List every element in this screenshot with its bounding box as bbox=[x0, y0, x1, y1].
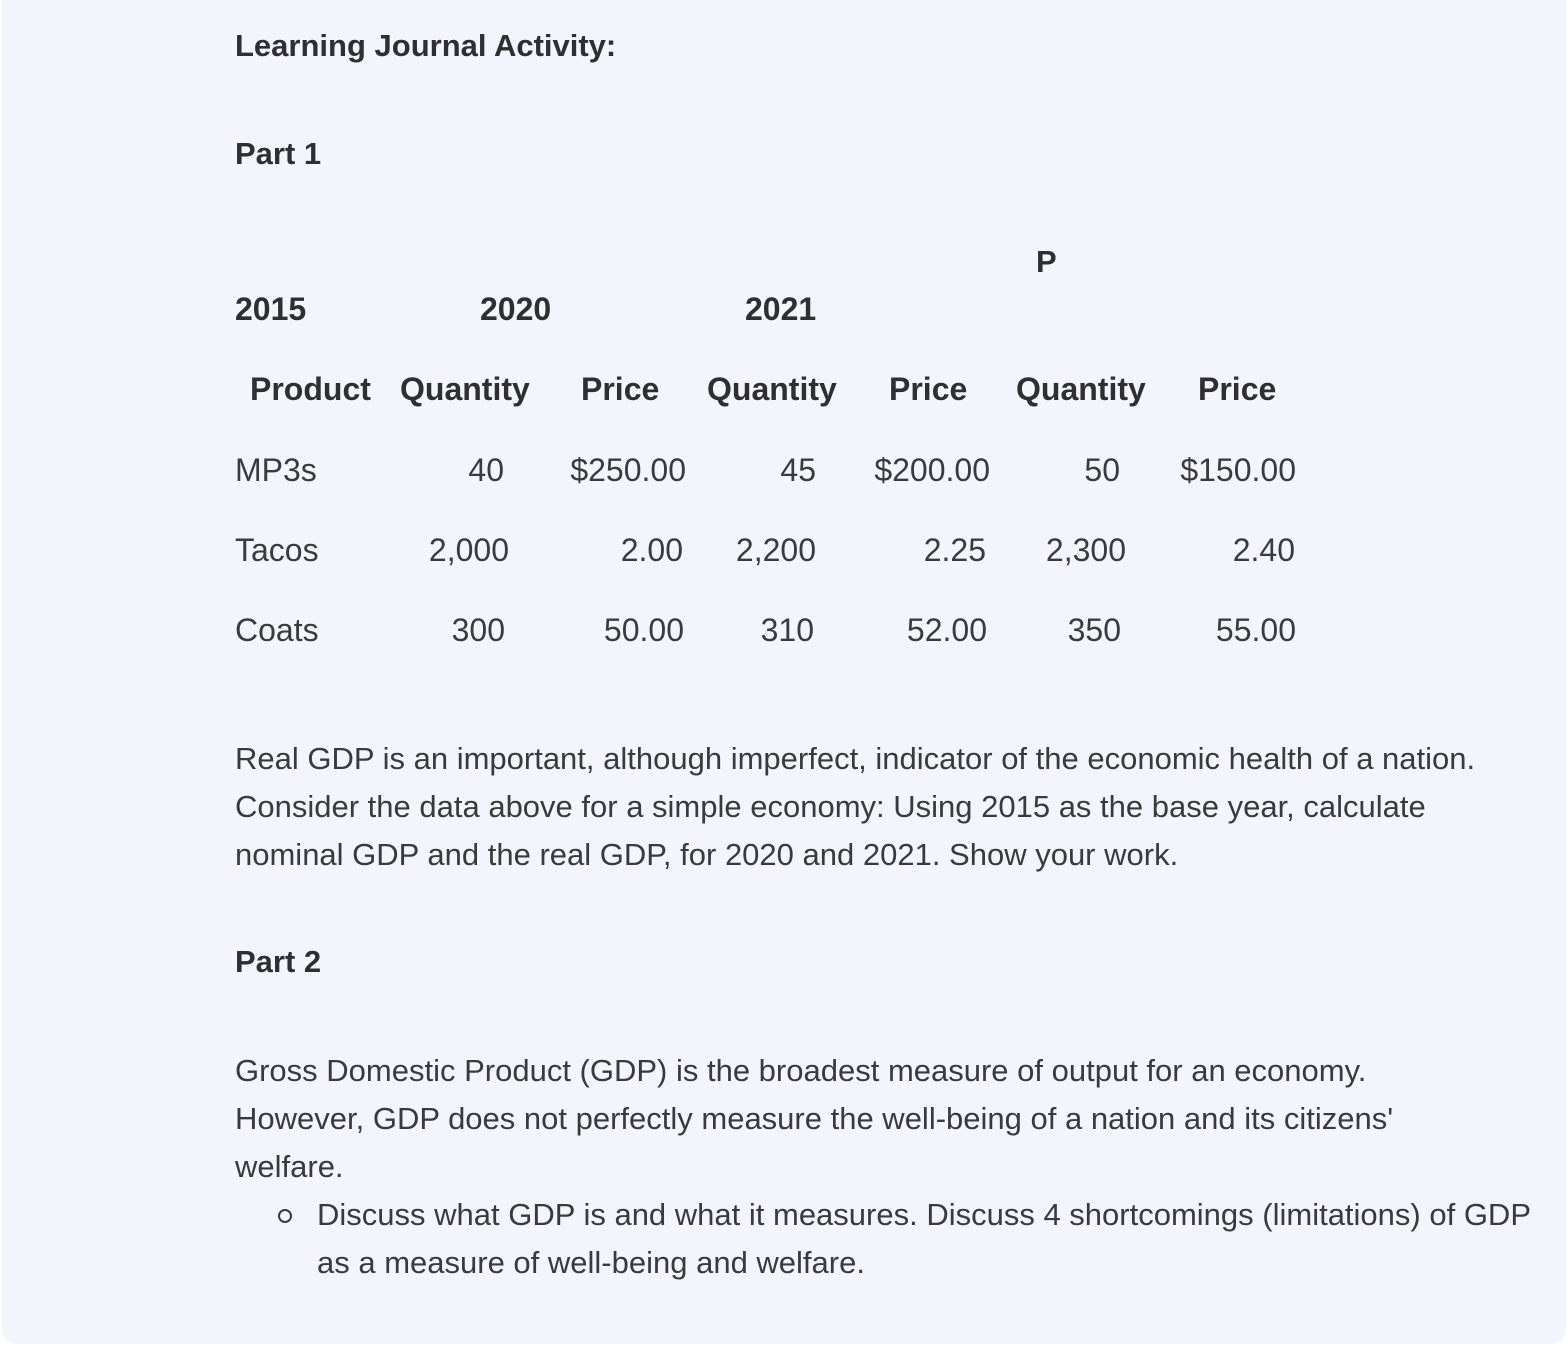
table-cell: 2.00 bbox=[620, 532, 683, 568]
year-header-2021: 2021 bbox=[745, 291, 817, 327]
table-cell: 50 bbox=[1084, 452, 1120, 488]
table-cell: $250.00 bbox=[570, 452, 686, 488]
p-label: P bbox=[1036, 244, 1057, 279]
table-cell: 350 bbox=[1067, 612, 1121, 648]
list-item bbox=[272, 1191, 1542, 1287]
table-cell-product: Tacos bbox=[235, 532, 319, 568]
table-cell: 50.00 bbox=[603, 612, 684, 648]
table-cell: 40 bbox=[468, 452, 504, 488]
column-header-product: Product bbox=[250, 371, 371, 407]
column-header-price: Price bbox=[889, 371, 968, 407]
part2-paragraph: Gross Domestic Product (GDP) is the broadest measure of output for an economy. However, GDP does not perfectly measure the well-being of a nation and its citizens' welfare. bbox=[235, 1053, 1394, 1184]
part1-paragraph: Real GDP is an important, although imperfect, indicator of the economic health of a nation. Consider the data above for a simple economy: Using 2015 as the base year, calculate nominal GDP and the real GDP, for 2020 and 2021. Show your work. bbox=[235, 741, 1476, 872]
table-cell: 2,000 bbox=[428, 532, 509, 568]
document-title: Learning Journal Activity: bbox=[235, 28, 617, 63]
table-cell: 2.40 bbox=[1232, 532, 1295, 568]
year-header-2015: 2015 bbox=[235, 291, 307, 327]
bullet-text: Discuss what GDP is and what it measures. Discuss 4 shortcomings (limitations) of GDP as a measure of well-being and welfare. bbox=[317, 1197, 1531, 1280]
table-cell-product: MP3s bbox=[235, 452, 317, 488]
table-cell: 2,200 bbox=[735, 532, 816, 568]
table-cell-product: Coats bbox=[235, 612, 319, 648]
table-cell: 2.25 bbox=[923, 532, 986, 568]
column-header-quantity: Quantity bbox=[400, 371, 530, 407]
table-cell: 2,300 bbox=[1045, 532, 1126, 568]
column-header-quantity: Quantity bbox=[707, 371, 837, 407]
table-cell: 300 bbox=[451, 612, 505, 648]
table-cell: 45 bbox=[780, 452, 816, 488]
table-cell: 55.00 bbox=[1215, 612, 1296, 648]
table-cell: 310 bbox=[760, 612, 814, 648]
part2-heading: Part 2 bbox=[235, 944, 322, 979]
table-cell: $200.00 bbox=[874, 452, 990, 488]
column-header-price: Price bbox=[581, 371, 660, 407]
hollow-circle-bullet-icon bbox=[278, 1209, 292, 1223]
column-header-price: Price bbox=[1198, 371, 1277, 407]
document-card bbox=[2, 0, 1566, 1344]
table-cell: 52.00 bbox=[906, 612, 987, 648]
part1-heading: Part 1 bbox=[235, 136, 322, 171]
table-cell: $150.00 bbox=[1180, 452, 1296, 488]
column-header-quantity: Quantity bbox=[1016, 371, 1146, 407]
year-header-2020: 2020 bbox=[480, 291, 552, 327]
